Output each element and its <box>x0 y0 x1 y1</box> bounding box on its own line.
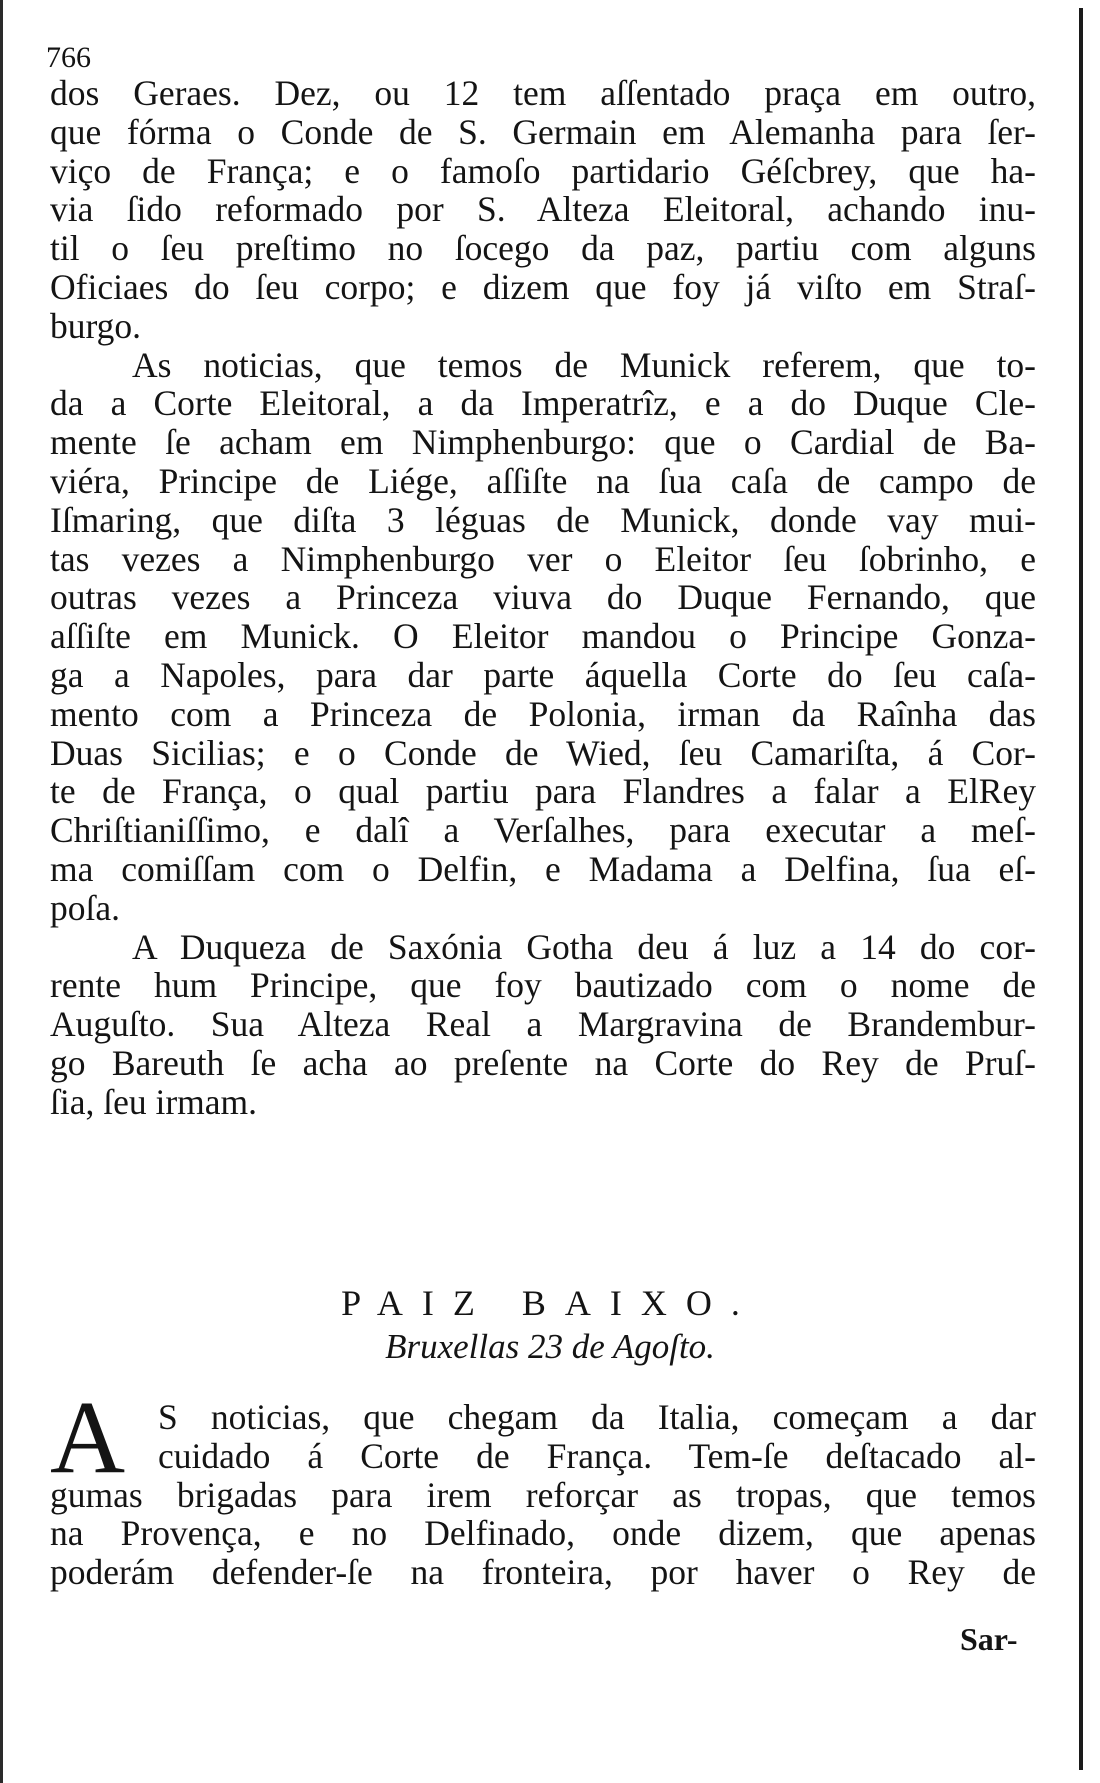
text-line: S noticias, que chegam da Italia, começam a dar <box>158 1397 1036 1437</box>
text-line: viço de França; e o famoſo partidario Géſcbrey, que ha- <box>50 150 1036 191</box>
text-line: Oficiaes do ſeu corpo; e dizem que foy já viſto em Straſ- <box>50 266 1036 307</box>
text-line: da a Corte Eleitoral, a da Imperatrîz, e a do Duque Cle- <box>50 383 1036 424</box>
text-line: go Bareuth ſe acha ao preſente na Corte do Rey de Pruſ- <box>50 1042 1036 1083</box>
text-line: que fórma o Conde de S. Germain em Alemanha para ſer- <box>50 111 1036 152</box>
text-line: As noticias, que temos de Munick referem, que to- <box>132 344 1036 385</box>
text-line: gumas brigadas para irem reforçar as tropas, que temos <box>50 1474 1036 1515</box>
page-right-edge <box>1079 8 1083 1770</box>
section-dateline: Bruxellas 23 de Agoſto. <box>385 1327 715 1366</box>
text-line: viéra, Principe de Liége, aſſiſte na ſua caſa de campo de <box>50 460 1036 501</box>
page-left-edge <box>0 0 3 1783</box>
text-line: Chriſtianiſſimo, e dalî a Verſalhes, para executar a meſ- <box>50 810 1036 851</box>
text-line: na Provença, e no Delfinado, onde dizem, que apenas <box>50 1513 1036 1554</box>
text-line: Duas Sicilias; e o Conde de Wied, ſeu Camariſta, á Cor- <box>50 732 1036 773</box>
text-line: poderám defender-ſe na fronteira, por haver o Rey de <box>50 1552 1036 1593</box>
body-text-lower <box>50 1398 1036 1592</box>
text-line: aſſiſte em Munick. O Eleitor mandou o Principe Gonza- <box>50 616 1036 657</box>
text-line: outras vezes a Princeza viuva do Duque Fernando, que <box>50 577 1036 618</box>
text-line: ma comiſſam com o Delfin, e Madama a Delfina, ſua eſ- <box>50 848 1036 889</box>
text-line: via ſido reformado por S. Alteza Eleitoral, achando inu- <box>50 189 1036 230</box>
drop-cap: A <box>50 1380 126 1495</box>
text-line: dos Geraes. Dez, ou 12 tem aſſentado praça em outro, <box>50 73 1036 113</box>
text-line: burgo. <box>50 305 142 346</box>
page-number: 766 <box>46 41 91 74</box>
text-line: te de França, o qual partiu para Flandres a falar a ElRey <box>50 771 1036 812</box>
text-line: mente ſe acham em Nimphenburgo: que o Cardial de Ba- <box>50 422 1036 463</box>
text-line: A Duqueza de Saxónia Gotha deu á luz a 14 do cor- <box>132 926 1036 967</box>
text-line: Iſmaring, que diſta 3 léguas de Munick, donde vay mui- <box>50 499 1036 540</box>
text-line: ga a Napoles, para dar parte áquella Corte do ſeu caſa- <box>50 654 1036 695</box>
catchword: Sar- <box>960 1621 1018 1657</box>
section-title: PAIZ BAIXO. <box>341 1283 759 1323</box>
text-line: til o ſeu preſtimo no ſocego da paz, partiu com alguns <box>50 228 1036 269</box>
body-text-upper <box>50 74 1036 1122</box>
text-line: tas vezes a Nimphenburgo ver o Eleitor ſeu ſobrinho, e <box>50 538 1036 579</box>
text-line: ſia, ſeu irmam. <box>50 1081 258 1122</box>
text-line: rente hum Principe, que foy bautizado com o nome de <box>50 965 1036 1006</box>
text-line: poſa. <box>50 887 120 928</box>
text-line: mento com a Princeza de Polonia, irman da Raînha das <box>50 693 1036 734</box>
text-line: cuidado á Corte de França. Tem-ſe deſtacado al- <box>158 1435 1036 1476</box>
text-line: Auguſto. Sua Alteza Real a Margravina de Brandembur- <box>50 1004 1036 1045</box>
